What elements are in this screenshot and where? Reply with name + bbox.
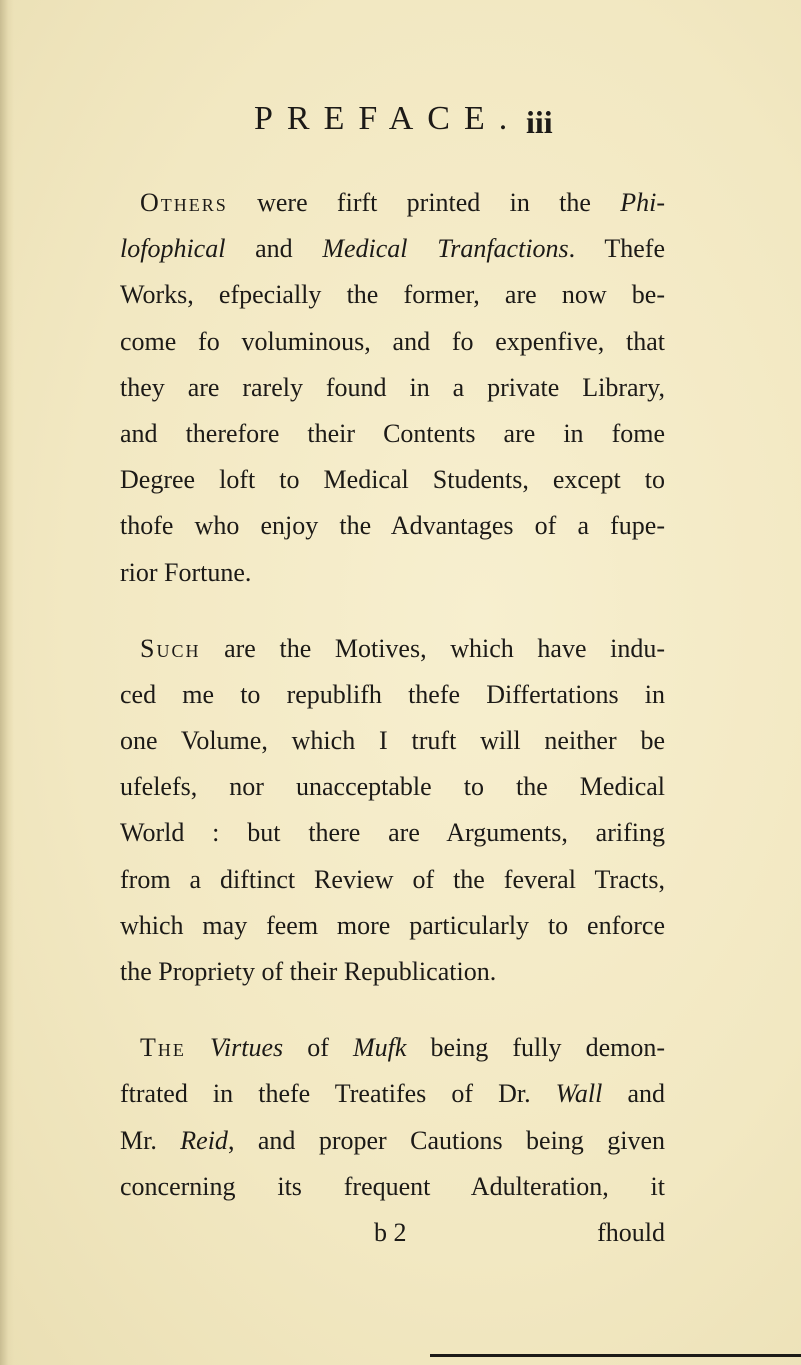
- text-line: rior Fortune.: [120, 557, 252, 587]
- paragraph-2: [120, 626, 665, 996]
- line-segment: [186, 1033, 210, 1062]
- small-caps-word: Others: [140, 188, 228, 217]
- line-segment: . Thefe: [568, 234, 665, 264]
- small-caps-word: The: [140, 1033, 186, 1063]
- text-line: [120, 226, 665, 272]
- running-head: PREFACE.: [254, 100, 522, 137]
- italic-word: Tranfactions: [437, 234, 569, 264]
- line-segment: and: [225, 234, 323, 264]
- bottom-edge-rule: [430, 1354, 801, 1357]
- line-segment: being fully demon-: [406, 1033, 665, 1063]
- text-line: [120, 626, 665, 672]
- italic-word: Medical: [322, 234, 408, 264]
- line-segment: [408, 234, 438, 263]
- text-line: [120, 1071, 665, 1117]
- text-line: concerning its frequent Adulteration, it: [120, 1171, 665, 1201]
- text-line: they are rarely found in a private Library,: [120, 372, 665, 402]
- body-text: [120, 180, 665, 1256]
- line-segment: are the Motives, which have indu-: [200, 633, 665, 663]
- italic-word: Mufk: [353, 1033, 407, 1063]
- text-line: ced me to republifh thefe Differtations in: [120, 679, 665, 709]
- italic-word: Wall: [555, 1079, 603, 1109]
- italic-word: lofophical: [120, 234, 226, 264]
- page-header: [0, 100, 801, 150]
- text-line: ufelefs, nor unacceptable to the Medical: [120, 772, 665, 802]
- text-line: come fo voluminous, and fo expenfive, that: [120, 326, 665, 356]
- text-line: Works, efpecially the former, are now be-: [120, 280, 665, 310]
- page-footer: [120, 1210, 665, 1256]
- line-segment: and: [602, 1079, 665, 1109]
- italic-word: Reid: [180, 1125, 228, 1155]
- paragraph-1: [120, 180, 665, 596]
- text-line: [120, 1025, 665, 1071]
- text-line: Degree loft to Medical Students, except to: [120, 465, 665, 495]
- line-segment: of: [283, 1033, 354, 1063]
- line-segment: , and proper Cautions being given: [227, 1125, 665, 1155]
- line-segment: were firft printed in the: [227, 188, 621, 217]
- text-line: thofe who enjoy the Advantages of a fupe-: [120, 511, 665, 541]
- catchword: fhould: [597, 1217, 665, 1247]
- page-number: iii: [526, 104, 553, 140]
- text-line: World : but there are Arguments, arifing: [120, 818, 665, 848]
- text-line: the Propriety of their Republication.: [120, 957, 497, 986]
- text-line: [120, 1118, 665, 1164]
- italic-word: Virtues: [209, 1033, 284, 1063]
- paragraph-3: [120, 1025, 665, 1210]
- line-segment: ftrated in thefe Treatifes of Dr.: [120, 1079, 556, 1109]
- text-line: which may feem more particularly to enforce: [120, 910, 665, 940]
- page-gutter-shadow: [0, 0, 14, 1365]
- italic-word: Phi-: [620, 188, 665, 217]
- text-line: one Volume, which I truft will neither be: [120, 726, 665, 756]
- small-caps-word: Such: [140, 633, 201, 663]
- text-line: from a diftinct Review of the feveral Tracts,: [120, 864, 665, 894]
- text-line: [120, 180, 665, 226]
- line-segment: Mr.: [120, 1125, 181, 1155]
- text-line: and therefore their Contents are in fome: [120, 418, 665, 448]
- signature-mark: b 2: [374, 1217, 407, 1247]
